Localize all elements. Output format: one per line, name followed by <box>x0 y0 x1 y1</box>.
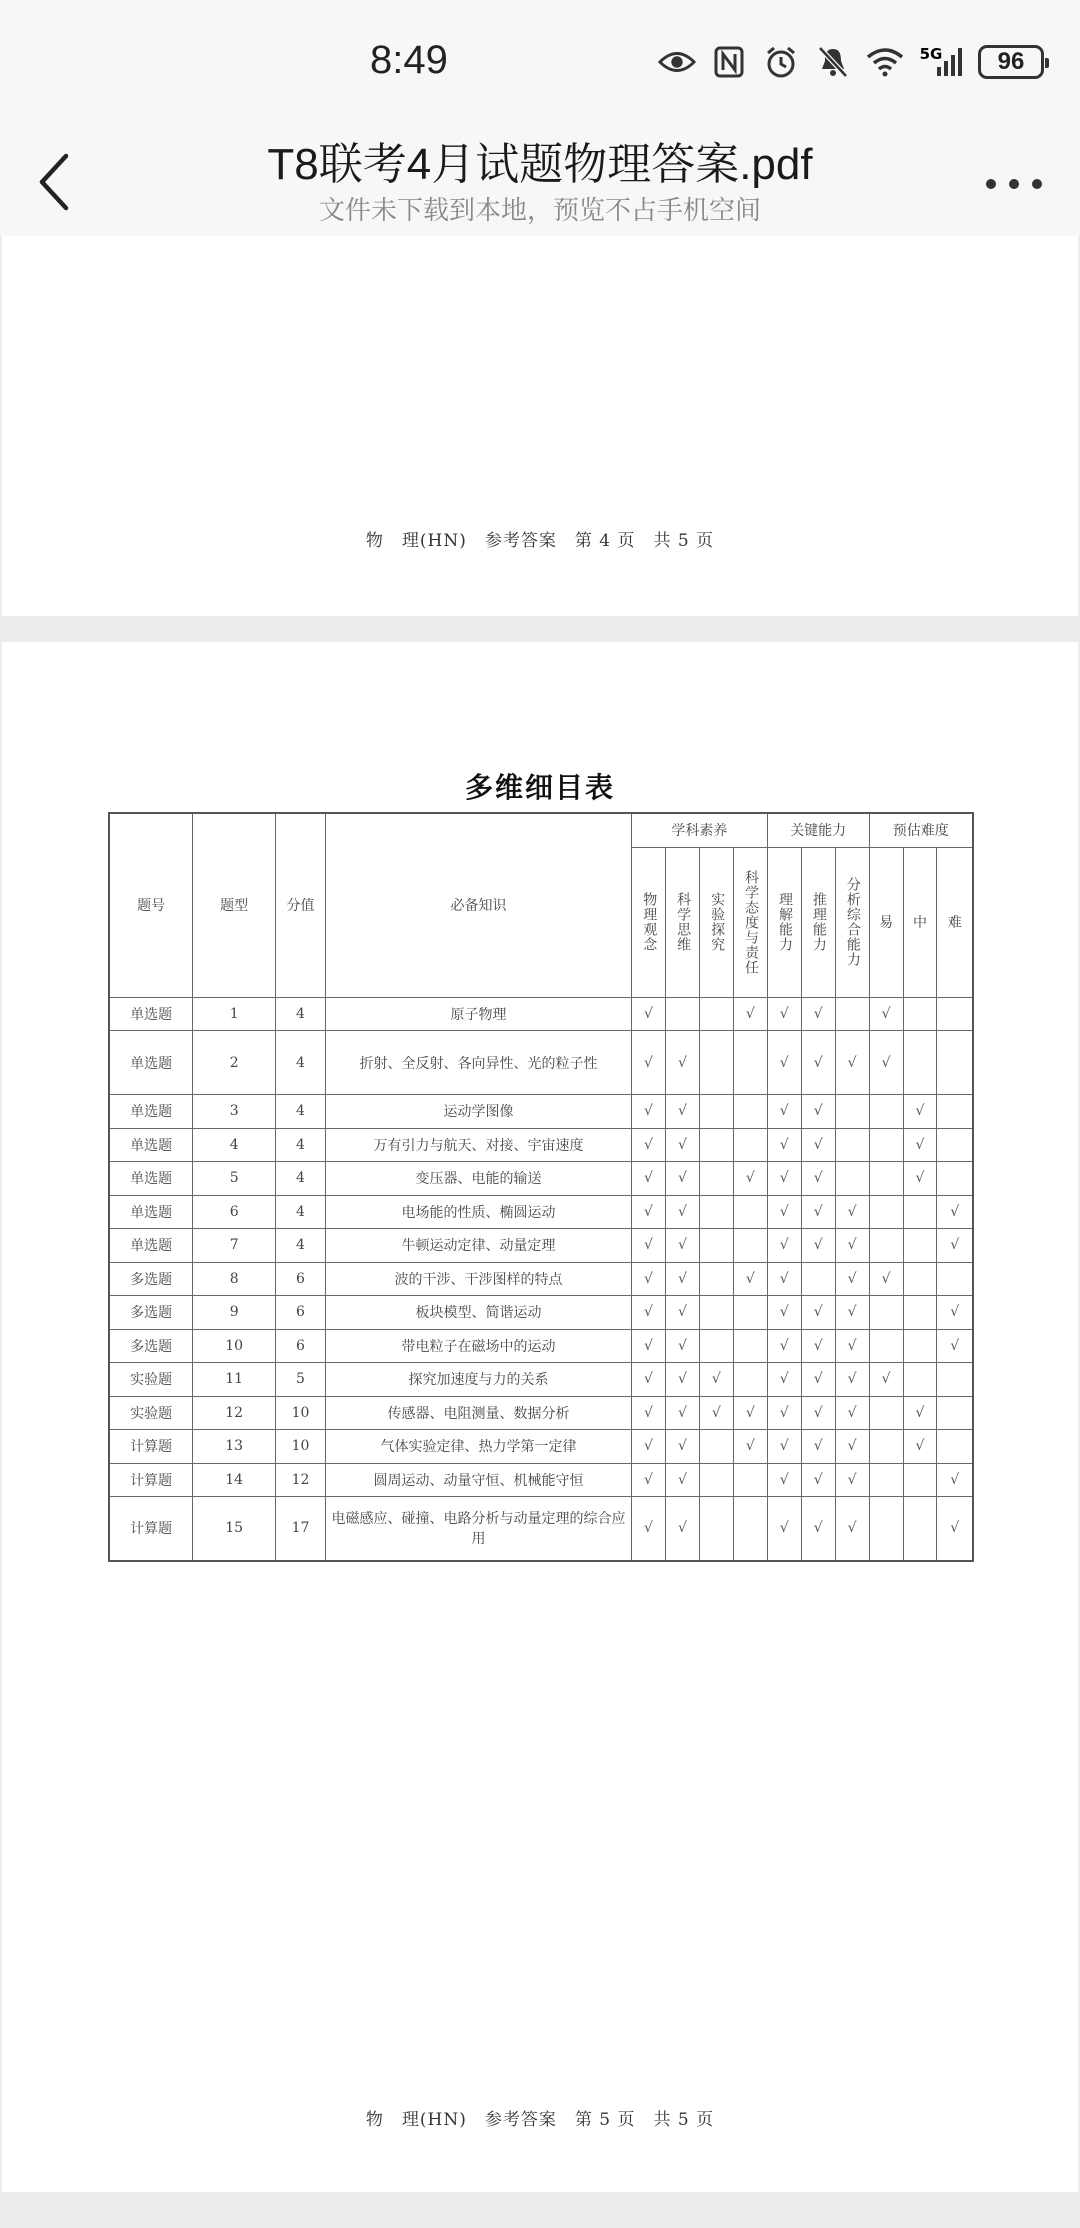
cell-check: √ <box>665 1162 699 1196</box>
cell-check <box>937 1430 973 1464</box>
cell-check <box>903 1031 937 1095</box>
cell-check: √ <box>937 1329 973 1363</box>
cell-check: √ <box>801 1162 835 1196</box>
table-row <box>109 1229 973 1263</box>
cell-check <box>835 1162 869 1196</box>
cell-check: √ <box>699 1396 733 1430</box>
more-dot-icon <box>1032 179 1042 189</box>
cell-type: 多选题 <box>109 1296 193 1330</box>
cell-check: √ <box>665 1031 699 1095</box>
status-time: 8:49 <box>370 38 448 82</box>
cell-check: √ <box>835 1229 869 1263</box>
cell-check <box>733 1296 767 1330</box>
cell-check: √ <box>632 1296 666 1330</box>
cell-check: √ <box>869 1262 903 1296</box>
cell-check: √ <box>767 1095 801 1129</box>
cell-num: 12 <box>193 1396 276 1430</box>
header-num: 题号 <box>109 813 193 997</box>
cell-check: √ <box>767 1396 801 1430</box>
cell-num: 4 <box>193 1128 276 1162</box>
header-c6: 推理能力 <box>801 847 835 997</box>
cell-check <box>869 1463 903 1497</box>
cell-knowledge: 传感器、电阻测量、数据分析 <box>325 1396 631 1430</box>
header-score: 分值 <box>276 813 326 997</box>
cell-type: 单选题 <box>109 1128 193 1162</box>
status-icons <box>658 44 1044 80</box>
cell-check: √ <box>903 1396 937 1430</box>
cell-check <box>903 997 937 1031</box>
cell-knowledge: 波的干涉、干涉图样的特点 <box>325 1262 631 1296</box>
cell-check: √ <box>699 1363 733 1397</box>
cell-check <box>733 1497 767 1561</box>
cell-check <box>869 1497 903 1561</box>
cell-check <box>699 1262 733 1296</box>
cell-check: √ <box>835 1329 869 1363</box>
cell-check: √ <box>937 1497 973 1561</box>
cell-check: √ <box>869 1363 903 1397</box>
cell-check: √ <box>665 1128 699 1162</box>
cell-type: 单选题 <box>109 1095 193 1129</box>
cell-check: √ <box>767 1463 801 1497</box>
cell-check: √ <box>632 1463 666 1497</box>
cell-check <box>733 1031 767 1095</box>
cell-num: 7 <box>193 1229 276 1263</box>
cell-check: √ <box>937 1296 973 1330</box>
cell-type: 多选题 <box>109 1262 193 1296</box>
cell-type: 实验题 <box>109 1396 193 1430</box>
cell-check: √ <box>767 1229 801 1263</box>
cell-score: 4 <box>276 1095 326 1129</box>
cell-score: 5 <box>276 1363 326 1397</box>
header-c2: 科学思维 <box>665 847 699 997</box>
cell-check <box>835 1095 869 1129</box>
header-group-ability: 关键能力 <box>767 813 869 847</box>
cell-check <box>937 1095 973 1129</box>
cell-check <box>801 1262 835 1296</box>
cell-check <box>937 1262 973 1296</box>
cell-check: √ <box>632 1497 666 1561</box>
cell-check <box>903 1363 937 1397</box>
cell-check <box>903 1497 937 1561</box>
cell-num: 9 <box>193 1296 276 1330</box>
cell-check: √ <box>665 1463 699 1497</box>
header-knowledge: 必备知识 <box>325 813 631 997</box>
cell-check: √ <box>869 1031 903 1095</box>
header-c1: 物理观念 <box>632 847 666 997</box>
cell-type: 单选题 <box>109 1195 193 1229</box>
cell-check <box>733 1195 767 1229</box>
cell-check: √ <box>632 1396 666 1430</box>
cell-check: √ <box>801 1095 835 1129</box>
cell-knowledge: 牛顿运动定律、动量定理 <box>325 1229 631 1263</box>
cell-check: √ <box>665 1329 699 1363</box>
table-row <box>109 1329 973 1363</box>
cell-check: √ <box>733 1430 767 1464</box>
cell-type: 多选题 <box>109 1329 193 1363</box>
cell-check <box>699 1195 733 1229</box>
cell-check: √ <box>733 1162 767 1196</box>
cell-check <box>699 1463 733 1497</box>
document-title: T8联考4月试题物理答案.pdf <box>267 140 813 189</box>
cell-check <box>869 1229 903 1263</box>
cell-score: 6 <box>276 1296 326 1330</box>
cell-check: √ <box>937 1463 973 1497</box>
cell-type: 单选题 <box>109 1031 193 1095</box>
cell-num: 10 <box>193 1329 276 1363</box>
detail-table <box>108 812 974 1562</box>
cell-check: √ <box>835 1463 869 1497</box>
table-row <box>109 1363 973 1397</box>
cell-check: √ <box>903 1128 937 1162</box>
cell-check: √ <box>937 1229 973 1263</box>
cell-check <box>699 1128 733 1162</box>
eye-icon <box>658 44 696 80</box>
cell-check: √ <box>835 1430 869 1464</box>
cell-check: √ <box>632 1095 666 1129</box>
cell-check: √ <box>801 1463 835 1497</box>
page-footer: 物 理(HN) 参考答案 第 4 页 共 5 页 <box>365 531 715 551</box>
cell-num: 8 <box>193 1262 276 1296</box>
cell-score: 4 <box>276 1195 326 1229</box>
cell-check: √ <box>665 1195 699 1229</box>
cell-check: √ <box>632 1195 666 1229</box>
cell-num: 14 <box>193 1463 276 1497</box>
cell-check <box>733 1463 767 1497</box>
signal-icon <box>918 44 964 80</box>
header-c3: 实验探究 <box>699 847 733 997</box>
cell-knowledge: 板块模型、简谐运动 <box>325 1296 631 1330</box>
cell-check: √ <box>835 1296 869 1330</box>
cell-check: √ <box>903 1095 937 1129</box>
header-group-difficulty: 预估难度 <box>869 813 973 847</box>
cell-check: √ <box>665 1497 699 1561</box>
cell-check <box>733 1329 767 1363</box>
cell-num: 11 <box>193 1363 276 1397</box>
cell-score: 10 <box>276 1396 326 1430</box>
cell-check <box>665 997 699 1031</box>
document-subtitle: 文件未下载到本地，预览不占手机空间 <box>318 196 761 226</box>
header-c10: 难 <box>937 847 973 997</box>
cell-type: 单选题 <box>109 1162 193 1196</box>
cell-score: 4 <box>276 1162 326 1196</box>
cell-check <box>903 1463 937 1497</box>
cell-check <box>699 1229 733 1263</box>
cell-check <box>733 1229 767 1263</box>
cell-check: √ <box>767 1430 801 1464</box>
page-footer: 物 理(HN) 参考答案 第 5 页 共 5 页 <box>365 2110 715 2130</box>
cell-score: 6 <box>276 1262 326 1296</box>
alarm-icon <box>762 44 800 80</box>
cell-knowledge: 圆周运动、动量守恒、机械能守恒 <box>325 1463 631 1497</box>
cell-check: √ <box>835 1363 869 1397</box>
cell-check <box>903 1229 937 1263</box>
cell-check: √ <box>801 1396 835 1430</box>
cell-check: √ <box>767 1497 801 1561</box>
cell-type: 计算题 <box>109 1497 193 1561</box>
header-c7: 分析综合能力 <box>835 847 869 997</box>
pdf-page-5[interactable] <box>2 642 1078 2192</box>
cell-check: √ <box>665 1363 699 1397</box>
cell-check: √ <box>632 1128 666 1162</box>
cell-check: √ <box>665 1095 699 1129</box>
cell-knowledge: 运动学图像 <box>325 1095 631 1129</box>
cell-check: √ <box>665 1262 699 1296</box>
cell-check: √ <box>632 1363 666 1397</box>
table-row <box>109 1262 973 1296</box>
cell-type: 计算题 <box>109 1430 193 1464</box>
table-row <box>109 1296 973 1330</box>
cell-check: √ <box>801 1031 835 1095</box>
cell-check <box>869 1162 903 1196</box>
cell-knowledge: 折射、全反射、各向异性、光的粒子性 <box>325 1031 631 1095</box>
cell-check: √ <box>665 1296 699 1330</box>
table-row <box>109 1031 973 1095</box>
cell-check <box>869 1128 903 1162</box>
header-c4: 科学态度与责任 <box>733 847 767 997</box>
cell-check: √ <box>767 1128 801 1162</box>
cell-type: 单选题 <box>109 997 193 1031</box>
cell-check: √ <box>835 1396 869 1430</box>
table-row <box>109 997 973 1031</box>
cell-check: √ <box>801 1363 835 1397</box>
cell-check <box>869 1296 903 1330</box>
table-row <box>109 1095 973 1129</box>
cell-check: √ <box>665 1430 699 1464</box>
cell-check <box>903 1296 937 1330</box>
cell-check <box>903 1329 937 1363</box>
cell-score: 4 <box>276 997 326 1031</box>
cell-check: √ <box>767 1329 801 1363</box>
cell-knowledge: 原子物理 <box>325 997 631 1031</box>
cell-check <box>869 1396 903 1430</box>
more-dot-icon <box>986 179 996 189</box>
cell-check <box>699 997 733 1031</box>
chevron-left-icon <box>32 150 82 214</box>
cell-num: 2 <box>193 1031 276 1095</box>
cell-score: 12 <box>276 1463 326 1497</box>
cell-check: √ <box>767 1262 801 1296</box>
wifi-icon <box>866 44 904 80</box>
header-type: 题型 <box>193 813 276 997</box>
cell-check <box>869 1329 903 1363</box>
cell-check: √ <box>767 1363 801 1397</box>
cell-check <box>699 1430 733 1464</box>
cell-check <box>937 1162 973 1196</box>
cell-num: 13 <box>193 1430 276 1464</box>
cell-check <box>869 1430 903 1464</box>
header-c5: 理解能力 <box>767 847 801 997</box>
table-row <box>109 1162 973 1196</box>
cell-check: √ <box>632 1262 666 1296</box>
cell-check <box>699 1329 733 1363</box>
cell-score: 4 <box>276 1128 326 1162</box>
cell-check: √ <box>632 1329 666 1363</box>
cell-check <box>699 1162 733 1196</box>
cell-check: √ <box>801 1229 835 1263</box>
back-button[interactable] <box>32 150 82 214</box>
cell-check <box>733 1095 767 1129</box>
table-body <box>109 997 973 1561</box>
cell-num: 5 <box>193 1162 276 1196</box>
cell-check <box>937 1363 973 1397</box>
cell-check <box>733 1128 767 1162</box>
cell-knowledge: 变压器、电能的输送 <box>325 1162 631 1196</box>
cell-check <box>937 1396 973 1430</box>
cell-check: √ <box>903 1430 937 1464</box>
battery-indicator: 96 <box>978 45 1044 79</box>
cell-check <box>699 1497 733 1561</box>
cell-knowledge: 探究加速度与力的关系 <box>325 1363 631 1397</box>
cell-score: 4 <box>276 1229 326 1263</box>
cell-check: √ <box>835 1195 869 1229</box>
pdf-page-4[interactable] <box>2 236 1078 616</box>
more-dot-icon <box>1009 179 1019 189</box>
cell-check: √ <box>801 1195 835 1229</box>
cell-knowledge: 带电粒子在磁场中的运动 <box>325 1329 631 1363</box>
cell-check: √ <box>835 1031 869 1095</box>
cell-score: 10 <box>276 1430 326 1464</box>
cell-score: 4 <box>276 1031 326 1095</box>
cell-check: √ <box>801 1430 835 1464</box>
cell-check: √ <box>801 1296 835 1330</box>
cell-knowledge: 万有引力与航天、对接、宇宙速度 <box>325 1128 631 1162</box>
cell-check: √ <box>733 997 767 1031</box>
cell-check <box>835 1128 869 1162</box>
cell-check: √ <box>767 1031 801 1095</box>
cell-num: 15 <box>193 1497 276 1561</box>
cell-check: √ <box>632 1229 666 1263</box>
cell-type: 计算题 <box>109 1463 193 1497</box>
network-type: 5G <box>919 45 943 63</box>
cell-check: √ <box>937 1195 973 1229</box>
more-options-button[interactable] <box>986 176 1042 192</box>
cell-check: √ <box>733 1262 767 1296</box>
table-row <box>109 1195 973 1229</box>
cell-check: √ <box>835 1497 869 1561</box>
cell-check: √ <box>632 1430 666 1464</box>
mute-bell-icon <box>814 44 852 80</box>
nav-bar <box>0 110 1080 236</box>
cell-check <box>699 1031 733 1095</box>
cell-type: 实验题 <box>109 1363 193 1397</box>
header-c8: 易 <box>869 847 903 997</box>
cell-check <box>903 1195 937 1229</box>
header-group-literacy: 学科素养 <box>632 813 768 847</box>
status-bar <box>0 0 1080 110</box>
cell-type: 单选题 <box>109 1229 193 1263</box>
cell-check: √ <box>903 1162 937 1196</box>
header-c9: 中 <box>903 847 937 997</box>
cell-check: √ <box>665 1396 699 1430</box>
cell-check <box>835 997 869 1031</box>
cell-check: √ <box>632 1031 666 1095</box>
cell-check: √ <box>665 1229 699 1263</box>
table-row <box>109 1430 973 1464</box>
cell-check: √ <box>632 1162 666 1196</box>
cell-check <box>733 1363 767 1397</box>
cell-check: √ <box>767 997 801 1031</box>
cell-check: √ <box>801 1128 835 1162</box>
cell-num: 6 <box>193 1195 276 1229</box>
nfc-icon <box>710 44 748 80</box>
cell-check: √ <box>801 1329 835 1363</box>
table-title: 多维细目表 <box>464 771 615 804</box>
cell-check <box>869 1095 903 1129</box>
cell-check: √ <box>801 997 835 1031</box>
cell-check <box>937 1031 973 1095</box>
cell-check <box>937 1128 973 1162</box>
cell-knowledge: 气体实验定律、热力学第一定律 <box>325 1430 631 1464</box>
table-row <box>109 1128 973 1162</box>
cell-check: √ <box>733 1396 767 1430</box>
cell-check <box>699 1296 733 1330</box>
cell-knowledge: 电磁感应、碰撞、电路分析与动量定理的综合应用 <box>325 1497 631 1561</box>
cell-num: 1 <box>193 997 276 1031</box>
cell-check: √ <box>801 1497 835 1561</box>
table-row <box>109 1497 973 1561</box>
cell-check: √ <box>767 1195 801 1229</box>
table-row <box>109 1463 973 1497</box>
cell-score: 17 <box>276 1497 326 1561</box>
cell-check: √ <box>767 1296 801 1330</box>
cell-check <box>937 997 973 1031</box>
cell-check: √ <box>632 997 666 1031</box>
cell-check <box>903 1262 937 1296</box>
cell-score: 6 <box>276 1329 326 1363</box>
cell-knowledge: 电场能的性质、椭圆运动 <box>325 1195 631 1229</box>
cell-check: √ <box>869 997 903 1031</box>
cell-check: √ <box>835 1262 869 1296</box>
cell-num: 3 <box>193 1095 276 1129</box>
cell-check <box>869 1195 903 1229</box>
table-row <box>109 1396 973 1430</box>
cell-check: √ <box>767 1162 801 1196</box>
cell-check <box>699 1095 733 1129</box>
